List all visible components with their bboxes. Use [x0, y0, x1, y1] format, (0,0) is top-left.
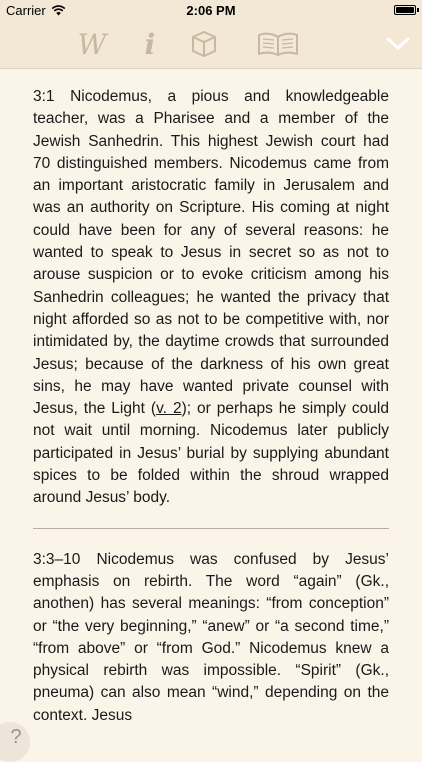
- toolbar: [0, 20, 422, 69]
- book-icon: [257, 31, 299, 57]
- cube-icon: [191, 30, 217, 58]
- commentary-content: [33, 86, 389, 727]
- info-button[interactable]: [130, 26, 170, 62]
- chevron-down-icon: [386, 37, 410, 51]
- commentary-note: [33, 549, 389, 727]
- collapse-button[interactable]: [378, 26, 418, 62]
- help-button[interactable]: [0, 722, 30, 762]
- word-study-button[interactable]: [72, 26, 112, 62]
- help-label: ?: [10, 726, 22, 748]
- commentary-note: [33, 86, 389, 510]
- word-study-icon: W: [77, 27, 107, 61]
- verse-reference-link[interactable]: v. 2: [156, 400, 182, 418]
- battery-icon: [394, 5, 416, 15]
- note-text: ); or perhaps he simply could not wait until morning. Nicodemus later publicly participated in Jesus’ burial by supplying abundant spices to be folded within the shroud wrapped around Jesus’ body.: [33, 400, 389, 507]
- book-button[interactable]: [254, 26, 302, 62]
- note-text: 3:3–10 Nicodemus was confused by Jesus’ emphasis on rebirth. The word “again” (Gk., anothen) has several meanings: “from conception” or “the very beginning,” “anew” or “a second time,” “from above” or “from God.” Nicodemus knew a physical rebirth was impossible. “Spirit” (Gk., pneuma) can also mean “wind,” depending on the context. Jesus: [33, 550, 389, 724]
- info-icon: i: [144, 27, 156, 61]
- battery-tip: [417, 8, 419, 12]
- note-text: 3:1 Nicodemus, a pious and knowledgeable teacher, was a Pharisee and a member of the Jewish Sanhedrin. This highest Jewish court had 70 distinguished members. Nicodemus came from an important aristocratic family in Jerusalem and was an authority on Scripture. His coming at night could have been for any of several reasons: he wanted to speak to Jesus in secret so as not to arouse suspicion or to evoke criticism among his Sanhedrin colleagues; he wanted the privacy that night afforded so as not to be competitive with, nor intimidated by, the daytime crowds that surrounded Jesus; because of the darkness of his own great sins, he may have wanted private counsel with Jesus, the Light (: [33, 88, 389, 418]
- note-divider: [33, 528, 389, 529]
- carrier-label: Carrier: [6, 3, 46, 18]
- status-time: 2:06 PM: [186, 3, 236, 18]
- status-bar: [0, 0, 422, 20]
- cube-button[interactable]: [184, 26, 224, 62]
